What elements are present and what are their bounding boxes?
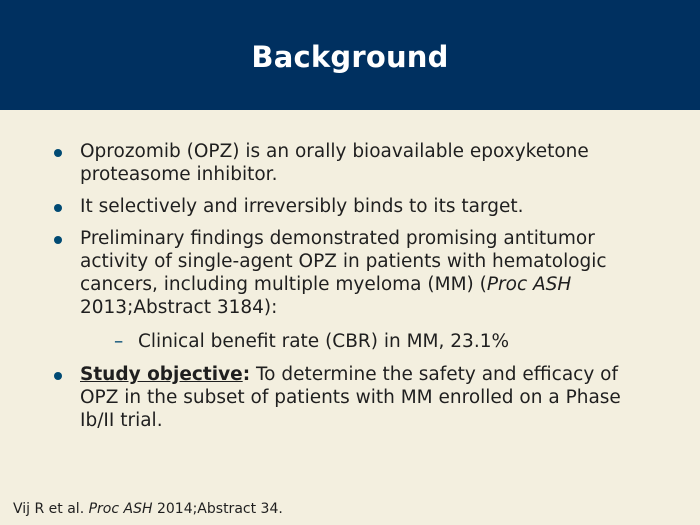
objective-label: Study objective bbox=[80, 364, 243, 385]
sub-bullet-item bbox=[80, 330, 652, 353]
sub-bullet-text: Clinical benefit rate (CBR) in MM, 23.1% bbox=[138, 331, 510, 352]
bullet-list bbox=[52, 140, 652, 441]
bullet-text-part: 2013;Abstract 3184): bbox=[80, 297, 278, 318]
bullet-text bbox=[80, 228, 607, 318]
bullet-dot-icon bbox=[54, 236, 62, 244]
bullet-item-2 bbox=[52, 195, 652, 218]
bullet-item-4 bbox=[52, 363, 652, 432]
bullet-text: Oprozomib (OPZ) is an orally bioavailable epoxyketone proteasome inhibitor. bbox=[80, 141, 589, 185]
footer-citation bbox=[13, 500, 283, 518]
footer-authors: Vij R et al. bbox=[13, 501, 89, 517]
citation-journal: Proc ASH bbox=[486, 274, 572, 295]
bullet-item-3 bbox=[52, 227, 652, 353]
slide-title: Background bbox=[251, 40, 449, 74]
title-bar bbox=[0, 0, 700, 110]
objective-colon: : bbox=[242, 364, 251, 385]
bullet-dot-icon bbox=[54, 149, 62, 157]
bullet-dot-icon bbox=[54, 204, 62, 212]
bullet-text-part: Preliminary findings demonstrated promising antitumor activity of single-agent OPZ in patients with hematologic cancers, including multiple myeloma (MM) ( bbox=[80, 228, 607, 295]
footer-journal: Proc ASH bbox=[88, 501, 153, 517]
bullet-text bbox=[80, 364, 621, 431]
bullet-dot-icon bbox=[54, 372, 62, 380]
footer-details: 2014;Abstract 34. bbox=[152, 501, 283, 517]
bullet-item-1 bbox=[52, 140, 652, 186]
objective-text: To determine the safety and efficacy of OPZ in the subset of patients with MM enrolled on a Phase Ib/II trial. bbox=[80, 364, 621, 431]
dash-icon: – bbox=[114, 331, 124, 352]
bullet-text: It selectively and irreversibly binds to its target. bbox=[80, 196, 524, 217]
